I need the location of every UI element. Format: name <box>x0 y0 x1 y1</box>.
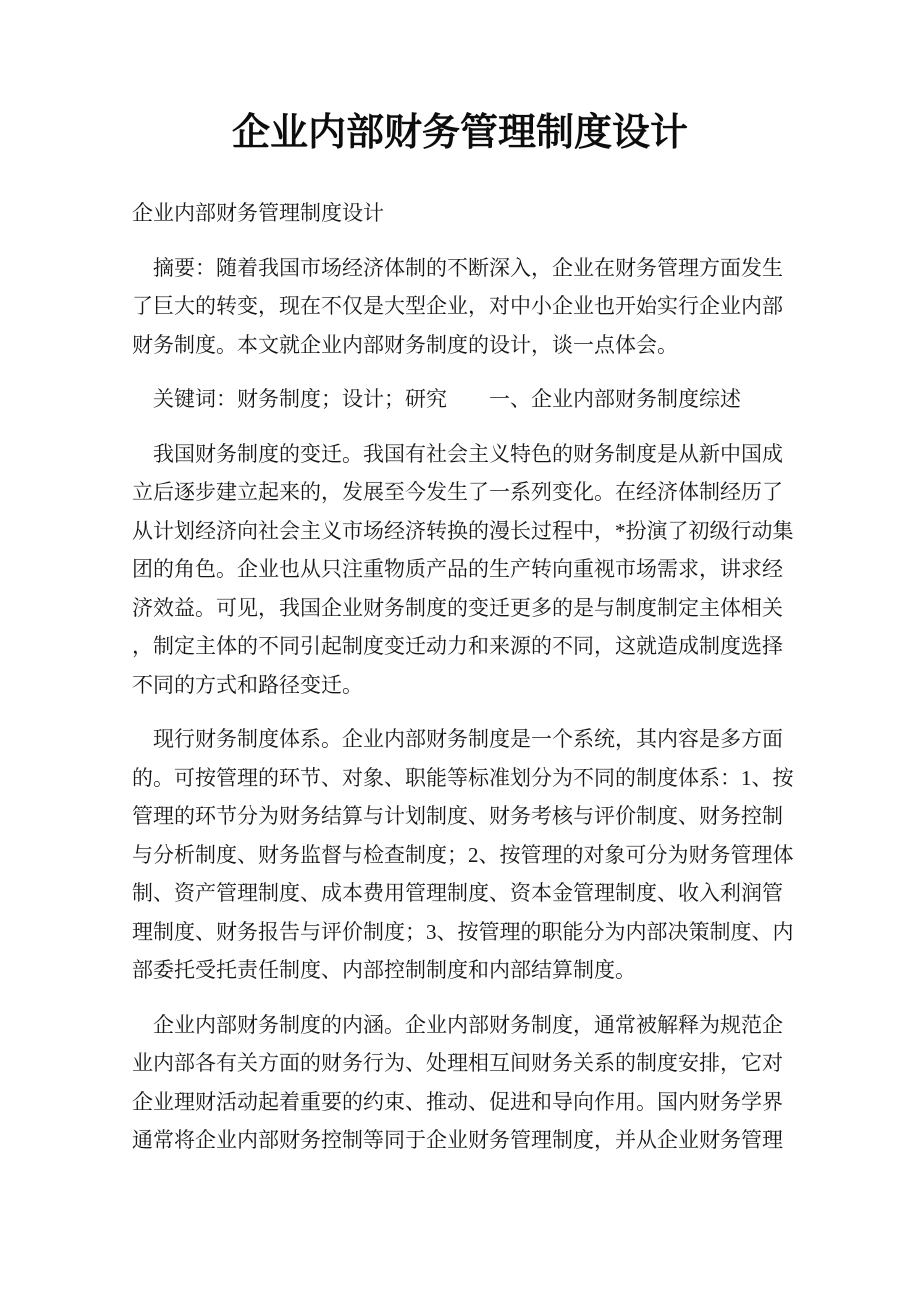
text-line: 我国财务制度的变迁。我国有社会主义特色的财务制度是从新中国成 <box>153 441 783 466</box>
paragraph-connotation <box>132 1006 788 1160</box>
text-line: 立后逐步建立起来的，发展至今发生了一系列变化。在经济体制经历了 <box>132 480 783 504</box>
text-line: 团的角色。企业也从只注重物质产品的生产转向重视市场需求，讲求经 <box>132 557 783 581</box>
text-line: 了巨大的转变，现在不仅是大型企业，对中小企业也开始实行企业内部 <box>132 294 783 318</box>
text-line: 济效益。可见，我国企业财务制度的变迁更多的是与制度制定主体相关 <box>132 595 783 620</box>
paragraph-current-system <box>132 720 794 990</box>
text-line: 制、资产管理制度、成本费用管理制度、资本金管理制度、收入利润管 <box>132 881 783 905</box>
text-line: 管理的环节分为财务结算与计划制度、财务考核与评价制度、财务控制 <box>132 804 783 828</box>
text-line: 财务制度。本文就企业内部财务制度的设计，谈一点体会。 <box>132 332 678 357</box>
text-line: 企业内部财务制度的内涵。企业内部财务制度，通常被解释为规范企 <box>153 1012 783 1037</box>
text-line: 业内部各有关方面的财务行为、处理相互间财务关系的制度安排，它对 <box>132 1051 783 1075</box>
document-body <box>132 194 794 1160</box>
text-line: 企业理财活动起着重要的约束、推动、促进和导向作用。国内财务学界 <box>132 1089 783 1114</box>
text-line: ，制定主体的不同引起制度变迁动力和来源的不同，这就造成制度选择 <box>132 634 783 658</box>
text-line: 与分析制度、财务监督与检查制度；2、按管理的对象可分为财务管理体 <box>132 842 794 867</box>
text-line: 从计划经济向社会主义市场经济转换的漫长过程中，*扮演了初级行动集 <box>132 518 794 543</box>
text-line: 通常将企业内部财务控制等同于企业财务管理制度，并从企业财务管理 <box>132 1128 783 1152</box>
text-line: 部委托受托责任制度、内部控制制度和内部结算制度。 <box>132 958 636 982</box>
text-line: 关键词：财务制度；设计；研究 一、企业内部财务制度综述 <box>153 387 741 411</box>
text-line: 摘要：随着我国市场经济体制的不断深入，企业在财务管理方面发生 <box>153 255 783 280</box>
document-title: 企业内部财务管理制度设计 <box>231 112 688 154</box>
text-line: 企业内部财务管理制度设计 <box>132 201 384 225</box>
text-line: 不同的方式和路径变迁。 <box>132 672 363 697</box>
text-line: 理制度、财务报告与评价制度；3、按管理的职能分为内部决策制度、内 <box>132 919 794 944</box>
text-line: 现行财务制度体系。企业内部财务制度是一个系统，其内容是多方面 <box>153 727 783 751</box>
paragraph-subtitle <box>132 194 788 233</box>
text-line: 的。可按管理的环节、对象、职能等标准划分为不同的制度体系：1、按 <box>132 765 794 790</box>
paragraph-evolution <box>132 435 794 705</box>
paragraph-keywords <box>132 380 788 419</box>
paragraph-abstract <box>132 249 788 365</box>
